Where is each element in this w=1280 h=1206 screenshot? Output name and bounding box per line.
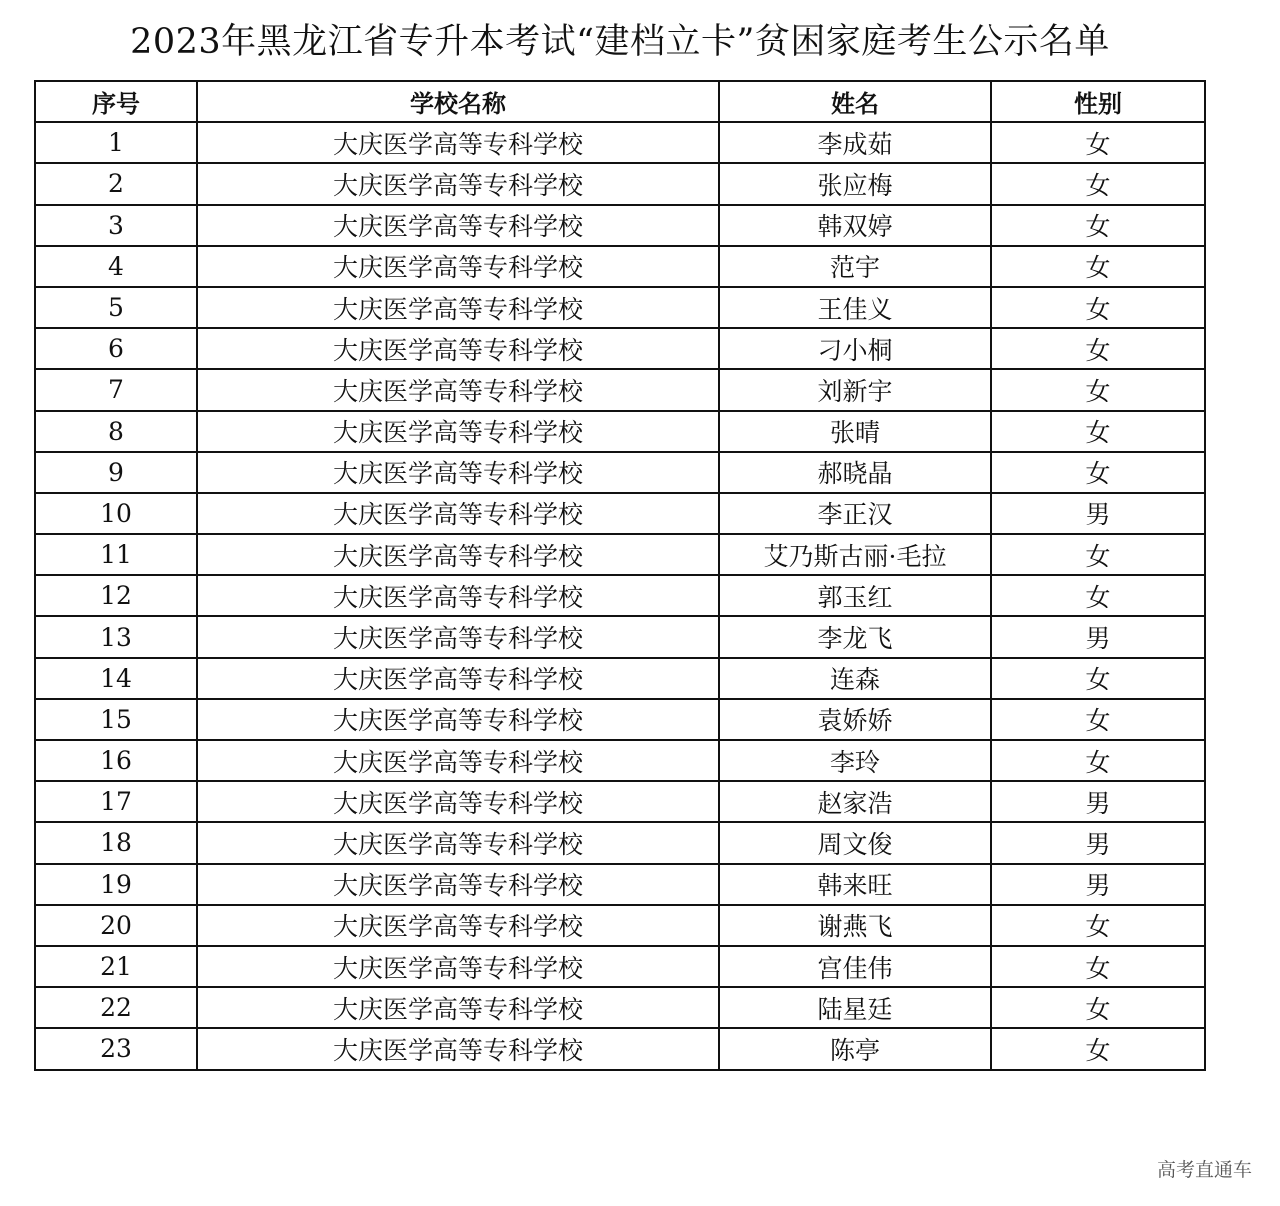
cell-school: 大庆医学高等专科学校	[197, 864, 719, 905]
cell-name: 袁娇娇	[719, 699, 991, 740]
cell-index: 14	[35, 658, 197, 699]
table-row	[35, 205, 1205, 246]
cell-school: 大庆医学高等专科学校	[197, 246, 719, 287]
header-index: 序号	[35, 81, 197, 122]
cell-gender: 女	[991, 987, 1205, 1028]
cell-name: 李成茹	[719, 122, 991, 163]
cell-school: 大庆医学高等专科学校	[197, 369, 719, 410]
cell-school: 大庆医学高等专科学校	[197, 946, 719, 987]
cell-school: 大庆医学高等专科学校	[197, 411, 719, 452]
cell-name: 周文俊	[719, 822, 991, 863]
cell-school: 大庆医学高等专科学校	[197, 905, 719, 946]
cell-name: 李玲	[719, 740, 991, 781]
table-row	[35, 658, 1205, 699]
table-row	[35, 287, 1205, 328]
header-school: 学校名称	[197, 81, 719, 122]
cell-gender: 女	[991, 205, 1205, 246]
table-row	[35, 246, 1205, 287]
cell-name: 张晴	[719, 411, 991, 452]
cell-gender: 女	[991, 287, 1205, 328]
cell-school: 大庆医学高等专科学校	[197, 287, 719, 328]
cell-gender: 男	[991, 781, 1205, 822]
table-row	[35, 575, 1205, 616]
cell-school: 大庆医学高等专科学校	[197, 493, 719, 534]
header-name: 姓名	[719, 81, 991, 122]
cell-school: 大庆医学高等专科学校	[197, 163, 719, 204]
cell-gender: 女	[991, 1028, 1205, 1069]
cell-index: 20	[35, 905, 197, 946]
table-row	[35, 781, 1205, 822]
cell-gender: 男	[991, 616, 1205, 657]
cell-index: 5	[35, 287, 197, 328]
cell-index: 17	[35, 781, 197, 822]
cell-index: 21	[35, 946, 197, 987]
cell-index: 16	[35, 740, 197, 781]
cell-index: 1	[35, 122, 197, 163]
cell-school: 大庆医学高等专科学校	[197, 534, 719, 575]
table-row	[35, 616, 1205, 657]
table-row	[35, 163, 1205, 204]
cell-index: 7	[35, 369, 197, 410]
table-row	[35, 452, 1205, 493]
cell-index: 19	[35, 864, 197, 905]
cell-name: 陆星廷	[719, 987, 991, 1028]
table-body	[35, 122, 1205, 1069]
cell-school: 大庆医学高等专科学校	[197, 328, 719, 369]
cell-school: 大庆医学高等专科学校	[197, 987, 719, 1028]
cell-name: 韩来旺	[719, 864, 991, 905]
cell-gender: 女	[991, 946, 1205, 987]
cell-name: 李龙飞	[719, 616, 991, 657]
cell-index: 15	[35, 699, 197, 740]
table-row	[35, 987, 1205, 1028]
cell-name: 范宇	[719, 246, 991, 287]
cell-school: 大庆医学高等专科学校	[197, 616, 719, 657]
table-header	[35, 81, 1205, 122]
cell-index: 23	[35, 1028, 197, 1069]
table-row	[35, 369, 1205, 410]
cell-gender: 女	[991, 163, 1205, 204]
cell-index: 22	[35, 987, 197, 1028]
header-gender: 性别	[991, 81, 1205, 122]
cell-name: 艾乃斯古丽·毛拉	[719, 534, 991, 575]
cell-gender: 女	[991, 740, 1205, 781]
cell-gender: 女	[991, 246, 1205, 287]
table-row	[35, 905, 1205, 946]
cell-gender: 男	[991, 822, 1205, 863]
table-row	[35, 534, 1205, 575]
cell-gender: 女	[991, 122, 1205, 163]
page-title: 2023年黑龙江省专升本考试“建档立卡”贫困家庭考生公示名单	[130, 22, 1110, 62]
table-row	[35, 1028, 1205, 1069]
cell-gender: 女	[991, 369, 1205, 410]
table-row	[35, 699, 1205, 740]
cell-index: 10	[35, 493, 197, 534]
watermark: 高考直通车	[1156, 1159, 1252, 1181]
cell-name: 王佳义	[719, 287, 991, 328]
cell-school: 大庆医学高等专科学校	[197, 122, 719, 163]
cell-gender: 女	[991, 905, 1205, 946]
cell-name: 郭玉红	[719, 575, 991, 616]
table-row	[35, 328, 1205, 369]
cell-gender: 女	[991, 411, 1205, 452]
cell-school: 大庆医学高等专科学校	[197, 452, 719, 493]
cell-index: 6	[35, 328, 197, 369]
table-row	[35, 493, 1205, 534]
cell-gender: 女	[991, 328, 1205, 369]
cell-name: 谢燕飞	[719, 905, 991, 946]
cell-gender: 女	[991, 575, 1205, 616]
table-row	[35, 740, 1205, 781]
cell-name: 李正汉	[719, 493, 991, 534]
cell-name: 韩双婷	[719, 205, 991, 246]
cell-gender: 女	[991, 534, 1205, 575]
cell-name: 宫佳伟	[719, 946, 991, 987]
cell-school: 大庆医学高等专科学校	[197, 699, 719, 740]
table-row	[35, 946, 1205, 987]
cell-index: 18	[35, 822, 197, 863]
cell-gender: 男	[991, 864, 1205, 905]
cell-name: 刘新宇	[719, 369, 991, 410]
cell-name: 郝晓晶	[719, 452, 991, 493]
cell-index: 8	[35, 411, 197, 452]
cell-index: 2	[35, 163, 197, 204]
cell-index: 4	[35, 246, 197, 287]
cell-name: 刁小桐	[719, 328, 991, 369]
cell-name: 陈亭	[719, 1028, 991, 1069]
cell-school: 大庆医学高等专科学校	[197, 781, 719, 822]
cell-school: 大庆医学高等专科学校	[197, 822, 719, 863]
cell-gender: 女	[991, 699, 1205, 740]
table-row	[35, 122, 1205, 163]
cell-school: 大庆医学高等专科学校	[197, 1028, 719, 1069]
cell-index: 12	[35, 575, 197, 616]
cell-school: 大庆医学高等专科学校	[197, 740, 719, 781]
student-list-table	[34, 80, 1206, 1071]
cell-name: 张应梅	[719, 163, 991, 204]
cell-school: 大庆医学高等专科学校	[197, 205, 719, 246]
table-row	[35, 411, 1205, 452]
table-row	[35, 864, 1205, 905]
table-row	[35, 822, 1205, 863]
cell-school: 大庆医学高等专科学校	[197, 658, 719, 699]
cell-gender: 女	[991, 658, 1205, 699]
cell-name: 赵家浩	[719, 781, 991, 822]
cell-school: 大庆医学高等专科学校	[197, 575, 719, 616]
cell-index: 13	[35, 616, 197, 657]
header-row	[35, 81, 1205, 122]
cell-gender: 男	[991, 493, 1205, 534]
cell-index: 11	[35, 534, 197, 575]
cell-index: 3	[35, 205, 197, 246]
cell-index: 9	[35, 452, 197, 493]
cell-name: 连森	[719, 658, 991, 699]
cell-gender: 女	[991, 452, 1205, 493]
